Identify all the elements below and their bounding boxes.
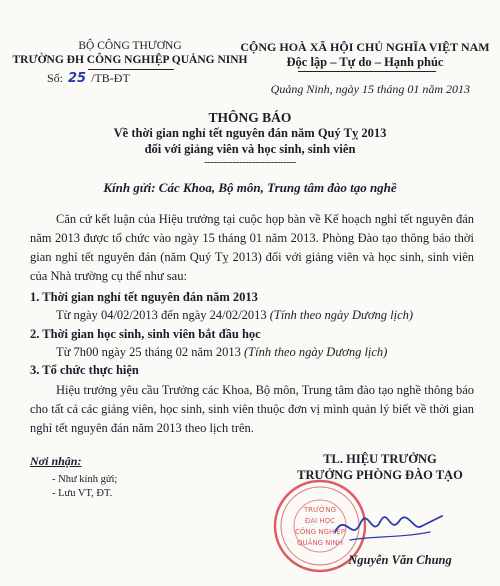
svg-text:TRƯỜNG: TRƯỜNG xyxy=(303,506,337,514)
recipient-line: Kính gửi: Các Khoa, Bộ môn, Trung tâm đào tạo nghề xyxy=(103,180,397,195)
signature-line-2: TRƯỞNG PHÒNG ĐÀO TẠO xyxy=(297,468,463,482)
number-handwritten: 25 xyxy=(68,71,87,86)
section-3-paragraph: Hiệu trưởng yêu cầu Trưởng các Khoa, Bộ môn, Trung tâm đào tạo nghề thông báo cho tất cả các giảng viên, học sinh, sinh viên thuộc đơn vị mình quản lý biết về thời gian nghỉ tết nguyên đán năm 2013 theo lịch trên. xyxy=(30,383,474,435)
section-2-text xyxy=(56,345,387,360)
school-name: TRƯỜNG ĐH CÔNG NGHIỆP QUẢNG NINH xyxy=(12,54,248,66)
ministry-name: BỘ CÔNG THƯƠNG xyxy=(78,40,182,52)
signer-name: Nguyễn Văn Chung xyxy=(348,553,452,567)
signature-line-1: TL. HIỆU TRƯỞNG xyxy=(323,452,437,466)
document-number xyxy=(47,71,130,86)
place-date: Quảng Ninh, ngày 15 tháng 01 năm 2013 xyxy=(270,82,470,96)
number-suffix: /TB-ĐT xyxy=(91,71,130,85)
motto-underline xyxy=(298,71,436,72)
section-1-note: (Tính theo ngày Dương lịch) xyxy=(269,308,414,322)
title-subject-line1: Về thời gian nghỉ tết nguyên đán năm Quý Tỵ 2013 xyxy=(113,126,387,140)
recipients-label: Nơi nhận: xyxy=(30,454,82,468)
recipients-item-1: - Như kính gửi; xyxy=(52,474,118,485)
svg-text:CÔNG NGHIỆP: CÔNG NGHIỆP xyxy=(295,528,345,536)
school-underline xyxy=(88,69,174,70)
nation-motto: Độc lập – Tự do – Hạnh phúc xyxy=(286,55,444,69)
recipients-item-2: - Lưu VT, ĐT. xyxy=(52,488,113,499)
nation-title: CỘNG HOÀ XÃ HỘI CHỦ NGHĨA VIỆT NAM xyxy=(240,40,490,54)
title-subject-line2: đối với giảng viên và học sinh, sinh viên xyxy=(144,142,356,156)
title-rule: ----------------------------- xyxy=(204,156,296,168)
handwritten-signature xyxy=(330,502,450,552)
svg-text:QUẢNG NINH: QUẢNG NINH xyxy=(296,539,344,547)
intro-paragraph: Căn cứ kết luận của Hiệu trưởng tại cuộc họp bàn về Kế hoạch nghỉ tết nguyên đán năm 2013 được tổ chức vào ngày 15 tháng 01 năm 2013. Phòng Đào tạo thông báo thời gian nghỉ tết nguyên đán (năm Quý Tỵ 2013) đối với giảng viên và học sinh, sinh viên của Nhà trường cụ thể như sau: xyxy=(30,212,474,283)
section-2-start: Từ 7h00 ngày 25 tháng 02 năm 2013 xyxy=(56,345,245,359)
section-1-dates: Từ ngày 04/02/2013 đến ngày 24/02/2013 xyxy=(56,308,270,322)
section-1-heading: 1. Thời gian nghỉ tết nguyên đán năm 2013 xyxy=(30,290,258,304)
section-2-note: (Tính theo ngày Dương lịch) xyxy=(244,345,388,359)
number-prefix: Số: xyxy=(47,71,64,85)
svg-text:ĐẠI HỌC: ĐẠI HỌC xyxy=(304,517,336,525)
section-2-heading: 2. Thời gian học sinh, sinh viên bắt đầu học xyxy=(30,327,261,341)
document-title: THÔNG BÁO xyxy=(208,110,292,125)
section-3-heading: 3. Tổ chức thực hiện xyxy=(30,363,139,377)
section-1-text xyxy=(56,308,413,323)
